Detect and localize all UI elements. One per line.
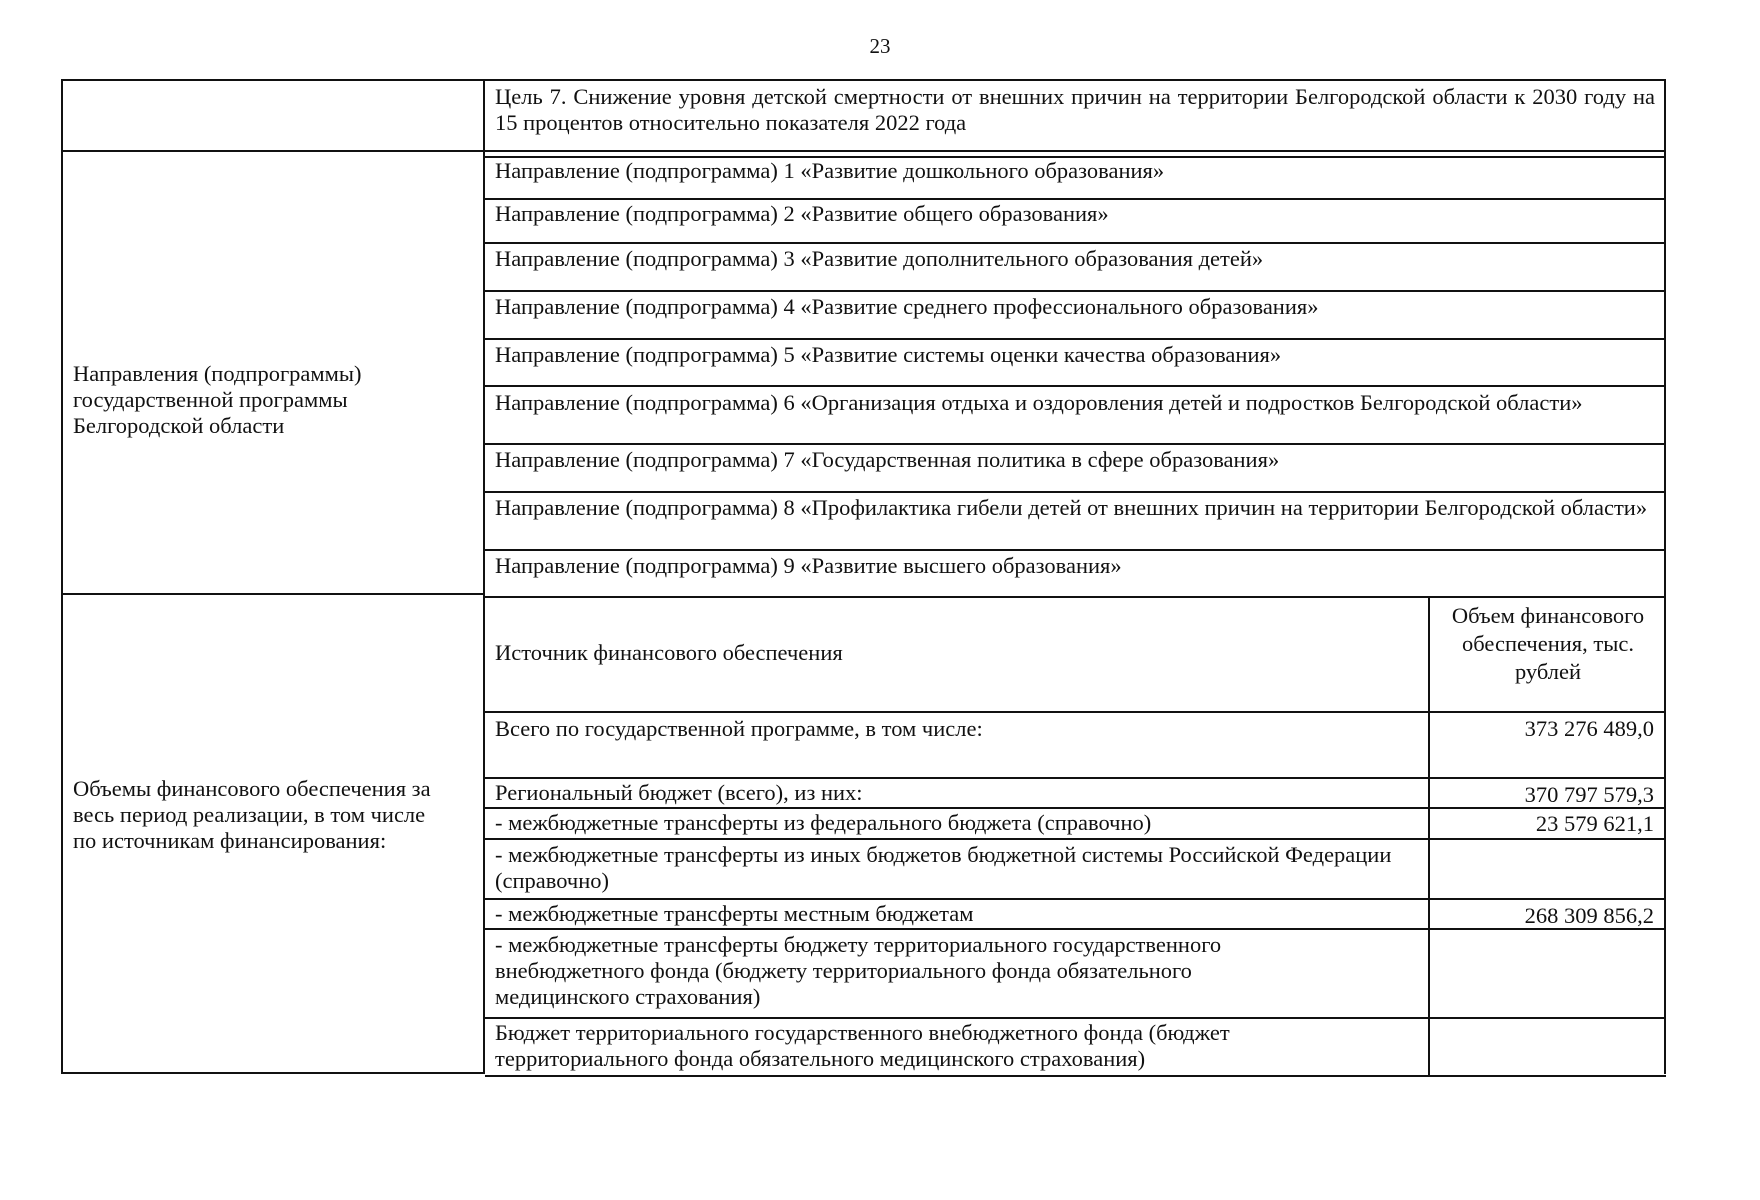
financing-row-source: Региональный бюджет (всего), из них: bbox=[495, 780, 863, 805]
row-divider-f7 bbox=[485, 1017, 1665, 1019]
table-border-top bbox=[61, 79, 1665, 81]
direction-item: Направление (подпрограмма) 5 «Развитие системы оценки качества образования» bbox=[495, 342, 1282, 367]
financing-row-source: Всего по государственной программе, в том числе: bbox=[495, 716, 983, 741]
financing-header-source: Источник финансового обеспечения bbox=[495, 640, 843, 665]
row-divider-d5 bbox=[485, 338, 1665, 340]
table-border-left bbox=[61, 79, 63, 1074]
row-divider-d4 bbox=[485, 290, 1665, 292]
direction-item: Направление (подпрограмма) 2 «Развитие общего образования» bbox=[495, 201, 1109, 226]
page-number: 23 bbox=[869, 34, 891, 58]
row-divider-financing bbox=[61, 593, 485, 595]
financing-row-source: - межбюджетные трансферты из федерального бюджета (справочно) bbox=[495, 810, 1152, 835]
row-divider-d9 bbox=[485, 549, 1665, 551]
row-divider-d8 bbox=[485, 491, 1665, 493]
row-divider-d6 bbox=[485, 385, 1665, 387]
row-divider-f2 bbox=[485, 777, 1665, 779]
goal-text: Цель 7. Снижение уровня детской смертности от внешних причин на территории Белгородской области к 2030 году на 15 процентов относительно показателя 2022 года bbox=[495, 84, 1655, 135]
row-divider-f3 bbox=[485, 807, 1665, 809]
direction-item: Направление (подпрограмма) 1 «Развитие дошкольного образования» bbox=[495, 158, 1165, 183]
row-divider-f1 bbox=[485, 711, 1665, 713]
financing-row-source: Бюджет территориального государственного внебюджетного фонда (бюджет территориального фонда обязательного медицинского страхования) bbox=[495, 1020, 1230, 1071]
direction-item: Направление (подпрограмма) 4 «Развитие среднего профессионального образования» bbox=[495, 294, 1319, 319]
financing-row-source: - межбюджетные трансферты из иных бюджетов бюджетной системы Российской Федерации (справочно) bbox=[495, 842, 1392, 893]
direction-item: Направление (подпрограмма) 9 «Развитие высшего образования» bbox=[495, 553, 1122, 578]
financing-row-source: - межбюджетные трансферты местным бюджетам bbox=[495, 901, 974, 926]
financing-row-value: 370 797 579,3 bbox=[1524, 782, 1654, 807]
row-divider-d2 bbox=[485, 198, 1665, 200]
row-divider-f5 bbox=[485, 898, 1665, 900]
row-divider-f6 bbox=[485, 928, 1665, 930]
row-divider-goal bbox=[61, 150, 1665, 152]
financing-label: Объемы финансового обеспечения за весь период реализации, в том числе по источникам финансирования: bbox=[73, 776, 431, 853]
row-divider-d7 bbox=[485, 443, 1665, 445]
directions-label: Направления (подпрограммы) государственной программы Белгородской области bbox=[73, 361, 362, 438]
financing-row-source: - межбюджетные трансферты бюджету территориального государственного внебюджетного фонда (бюджету территориального фонда обязательного медицинского страхования) bbox=[495, 932, 1222, 1009]
row-divider-d3 bbox=[485, 242, 1665, 244]
financing-row-value: 268 309 856,2 bbox=[1524, 903, 1654, 928]
financing-row-value: 373 276 489,0 bbox=[1524, 716, 1654, 741]
row-divider-f4 bbox=[485, 838, 1665, 840]
direction-item: Направление (подпрограмма) 8 «Профилактика гибели детей от внешних причин на территории Белгородской области» bbox=[495, 495, 1648, 520]
financing-header-volume: Объем финансового обеспечения, тыс. рублей bbox=[1451, 603, 1645, 684]
table-border-bottom-left bbox=[61, 1072, 485, 1074]
direction-item: Направление (подпрограмма) 7 «Государственная политика в сфере образования» bbox=[495, 447, 1280, 472]
direction-item: Направление (подпрограмма) 3 «Развитие дополнительного образования детей» bbox=[495, 246, 1264, 271]
financing-row-value: 23 579 621,1 bbox=[1535, 811, 1654, 836]
row-divider-financing-right bbox=[485, 596, 1665, 598]
value-column-divider bbox=[1428, 596, 1430, 1076]
table-border-bottom-right bbox=[485, 1075, 1666, 1077]
direction-item: Направление (подпрограмма) 6 «Организация отдыха и оздоровления детей и подростков Белгородской области» bbox=[495, 390, 1583, 415]
